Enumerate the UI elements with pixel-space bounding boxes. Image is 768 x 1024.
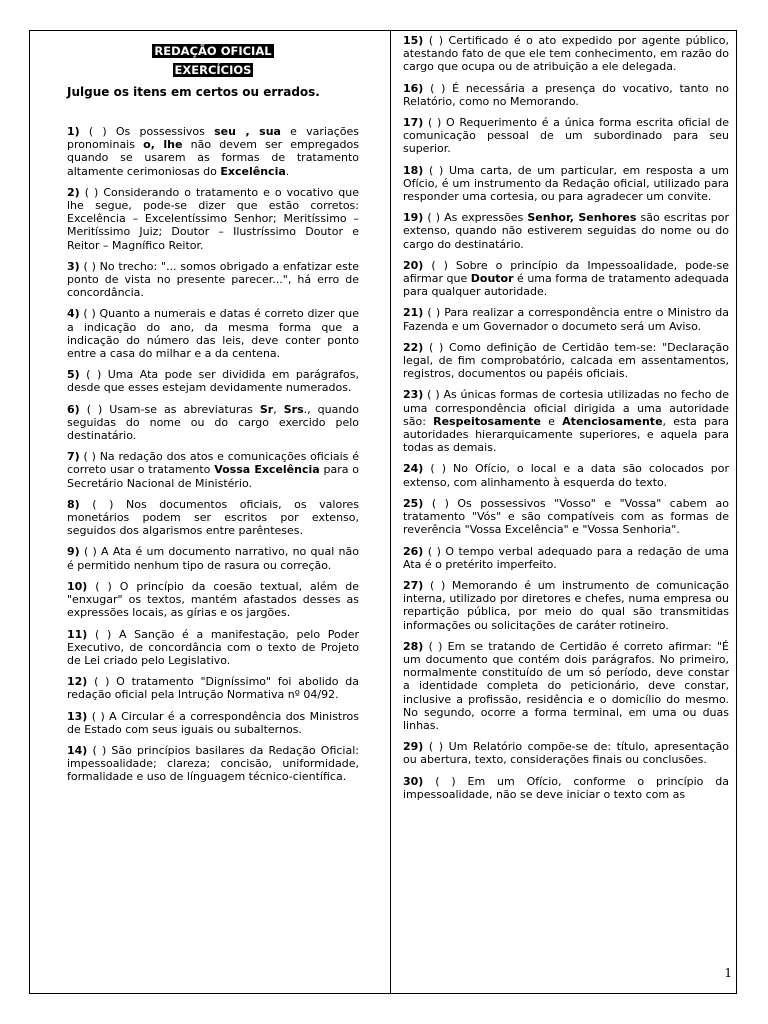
question-text-bold: Excelência <box>220 164 286 178</box>
question-item <box>403 775 729 801</box>
question-number: 7) <box>67 450 80 464</box>
question-text: não devem ser empregados quando se usarem as formas de tratamento altamente cerimoniosas do <box>67 138 359 178</box>
question-item <box>67 450 359 490</box>
question-text: ( ) Um Relatório compõe-se de: título, apresentação ou abertura, texto, considerações finais ou conclusões. <box>403 740 729 767</box>
question-text: ( ) Usam-se as abreviaturas <box>79 402 260 416</box>
question-item <box>403 388 729 454</box>
question-number: 10) <box>67 579 88 593</box>
question-item <box>67 675 359 701</box>
question-text-bold: Sr <box>259 402 274 416</box>
left-column <box>67 40 359 792</box>
question-text-bold: seu , sua <box>214 125 281 138</box>
question-number: 2) <box>67 185 80 199</box>
question-number: 12) <box>67 675 88 689</box>
document-title: REDAÇÃO OFICIAL <box>154 44 272 58</box>
question-text-bold: o, lhe <box>143 138 183 152</box>
question-text: ( ) Os possessivos <box>79 125 215 138</box>
question-item <box>403 640 729 732</box>
question-text: ( ) Uma Ata pode ser dividida em parágrafos, desde que esses estejam devidamente numerados. <box>67 368 359 395</box>
left-item-list <box>67 125 359 784</box>
question-item <box>67 307 359 360</box>
question-text: ( ) Considerando o tratamento e o vocativo que lhe segue, pode-se dizer que estão corretos: Excelência – Excelentíssimo Senhor; Meritíssimo – Meritíssimo Juiz; Doutor – Ilustríssimo Doutor e Reitor – Magnífico Reitor. <box>67 185 359 252</box>
question-number: 21) <box>403 306 424 320</box>
right-column <box>403 34 729 809</box>
question-number: 14) <box>67 743 88 757</box>
question-text: ( ) Os possessivos "Vosso" e "Vossa" cabem ao tratamento "Vós" e são compatíveis com as formas de reverência "Vossa Excelência" e "Vossa Senhoria". <box>403 496 729 537</box>
question-text: ( ) As únicas formas de cortesia utilizadas no fecho de uma correspondência oficial dirigida a uma autoridade são: <box>403 388 729 428</box>
question-item <box>403 34 729 74</box>
question-number: 28) <box>403 639 424 653</box>
question-item <box>67 744 359 784</box>
question-number: 8) <box>67 497 80 511</box>
question-text: ( ) A Circular é a correspondência dos Ministros de Estado com seus iguais ou subalternos. <box>67 709 359 736</box>
question-text: ( ) O princípio da coesão textual, além de "enxugar" os textos, mantém afastados desses as expressões locais, as gírias e os jargões. <box>67 579 359 620</box>
title-block <box>67 40 359 78</box>
question-item <box>403 116 729 156</box>
question-text: é uma forma de tratamento adequada para qualquer autoridade. <box>403 272 729 299</box>
question-text: , esta para autoridades hierarquicamente superiores, e aquela para todas as demais. <box>403 414 729 455</box>
question-number: 23) <box>403 388 424 402</box>
question-text: são escritas por extenso, quando não estiverem seguidas do nome ou do cargo do destinatário. <box>403 211 729 251</box>
question-number: 16) <box>403 81 424 95</box>
question-item <box>67 580 359 620</box>
question-number: 30) <box>403 774 424 788</box>
question-number: 3) <box>67 259 80 273</box>
question-number: 18) <box>403 163 424 177</box>
question-text: ( ) Para realizar a correspondência entre o Ministro da Fazenda e um Governador o documeto será um Aviso. <box>403 306 729 333</box>
question-text: ( ) É necessária a presença do vocativo, tanto no Relatório, como no Memorando. <box>403 81 729 108</box>
question-text: ( ) Nos documentos oficiais, os valores monetários podem ser escritos por extenso, seguidos dos algarismos entre parênteses. <box>67 497 359 538</box>
question-number: 29) <box>403 740 424 754</box>
question-item <box>67 710 359 736</box>
question-text: ( ) No Ofício, o local e a data são colocados por extenso, com alinhamento à esquerda do texto. <box>403 462 729 489</box>
question-text: ( ) A Ata é um documento narrativo, no qual não é permitido nenhum tipo de rasura ou correção. <box>67 545 359 572</box>
question-number: 26) <box>403 544 424 558</box>
question-item <box>67 186 359 252</box>
question-item <box>403 306 729 332</box>
question-number: 5) <box>67 368 80 382</box>
question-text: ( ) Na redação dos atos e comunicações oficiais é correto usar o tratamento <box>67 450 359 477</box>
question-text-bold: Vossa Excelência <box>214 463 320 477</box>
question-number: 6) <box>67 402 80 416</box>
question-item <box>67 545 359 571</box>
question-text: . <box>285 164 290 178</box>
question-text: ( ) Sobre o princípio da Impessoalidade, pode-se afirmar que <box>403 258 729 286</box>
question-number: 13) <box>67 709 88 723</box>
question-text: ., quando seguidas do nome ou do cargo exercido pelo destinatário. <box>67 402 360 443</box>
question-item <box>403 545 729 571</box>
question-number: 27) <box>403 578 424 592</box>
question-item <box>403 579 729 632</box>
question-text: e <box>540 414 563 428</box>
instructions: Julgue os itens em certos ou errados. <box>67 85 320 99</box>
page-number: 1 <box>724 966 732 980</box>
question-item <box>403 740 729 766</box>
question-text: ( ) Em um Ofício, conforme o princípio da impessoalidade, não se deve iniciar o texto com as <box>403 774 729 801</box>
question-text-bold: Atenciosamente <box>562 414 663 428</box>
question-text-bold: Senhor, Senhores <box>527 211 637 225</box>
question-text-bold: Respeitosamente <box>433 414 541 428</box>
question-number: 9) <box>67 545 80 559</box>
question-item <box>403 497 729 537</box>
question-number: 15) <box>403 34 424 47</box>
question-text: , <box>273 402 284 416</box>
question-item <box>403 164 729 204</box>
question-number: 11) <box>67 627 88 641</box>
question-item <box>403 82 729 108</box>
question-number: 1) <box>67 125 80 138</box>
document-subtitle: EXERCÍCIOS <box>174 63 252 77</box>
question-text-bold: Srs <box>283 402 304 416</box>
question-text: ( ) A Sanção é a manifestação, pelo Poder Executivo, de concordância com o texto de Projeto de Lei criado pelo Legislativo. <box>67 627 359 667</box>
question-number: 19) <box>403 211 424 225</box>
question-item <box>67 260 359 300</box>
question-item <box>67 403 359 443</box>
question-text: ( ) O Requerimento é a única forma escrita oficial de comunicação pessoal de um subordinado para seu superior. <box>403 116 729 156</box>
question-text: ( ) Quanto a numerais e datas é correto dizer que a indicação do ano, da mesma forma que a indicação do número das leis, deve conter ponto entre a casa do milhar e a da centena. <box>67 307 359 361</box>
question-number: 22) <box>403 340 424 354</box>
question-text: ( ) Certificado é o ato expedido por agente público, atestando fato de que ele tem conhecimento, em razão do cargo que ocupa ou de atribuição a ele delegada. <box>403 34 729 74</box>
question-number: 24) <box>403 462 424 476</box>
question-text: para o Secretário Nacional de Ministério. <box>67 463 359 490</box>
question-item <box>403 259 729 299</box>
question-text: ( ) Memorando é um instrumento de comunicação interna, utilizado por diretores e chefes, numa empresa ou repartição pública, por meio do qual são transmitidas informações ou solicitações de caráter rotineiro. <box>403 578 729 632</box>
question-item <box>67 368 359 394</box>
question-text: ( ) O tempo verbal adequado para a redação de uma Ata é o pretérito imperfeito. <box>403 544 729 571</box>
question-number: 25) <box>403 496 424 510</box>
question-text: ( ) São princípios basilares da Redação Oficial: impessoalidade; clareza; concisão, uniformidade, formalidade e uso de línguagem técnico-científica. <box>67 743 359 784</box>
question-item <box>67 498 359 538</box>
column-divider <box>390 30 391 994</box>
question-item <box>67 628 359 668</box>
question-item <box>67 125 359 178</box>
question-number: 17) <box>403 116 424 130</box>
question-item <box>403 211 729 251</box>
question-text: ( ) As expressões <box>423 211 528 225</box>
question-text: ( ) O tratamento "Digníssimo" foi abolido da redação oficial pela Intrução Normativa nº 04/92. <box>67 675 359 702</box>
question-text: e variações pronominais <box>67 125 359 152</box>
question-number: 4) <box>67 307 80 321</box>
right-item-list <box>403 34 729 801</box>
question-text: ( ) Uma carta, de um particular, em resposta a um Ofício, é um instrumento da Redação oficial, utilizado para responder uma cortesia, ou para agradecer um convite. <box>403 163 729 204</box>
question-text-bold: Doutor <box>470 272 514 286</box>
question-item <box>403 341 729 381</box>
question-number: 20) <box>403 258 424 272</box>
question-text: ( ) Em se tratando de Certidão é correto afirmar: "É um documento que contém dois parágrafos. No primeiro, normalmente constituído de um só período, deve constar a identidade completa do peticionário, deve constar, inclusive a profissão, residência e o domicílio do mesmo. No segundo, ocorre a forma terminal, em uma ou duas linhas. <box>403 639 729 732</box>
question-text: ( ) Como definição de Certidão tem-se: "Declaração legal, de fim comprobatório, calcada em assentamentos, registros, documentos ou papéis oficiais. <box>403 340 729 381</box>
question-item <box>403 462 729 488</box>
question-text: ( ) No trecho: "... somos obrigado a enfatizar este ponto de vista no presente parecer...", há erro de concordância. <box>67 259 359 300</box>
